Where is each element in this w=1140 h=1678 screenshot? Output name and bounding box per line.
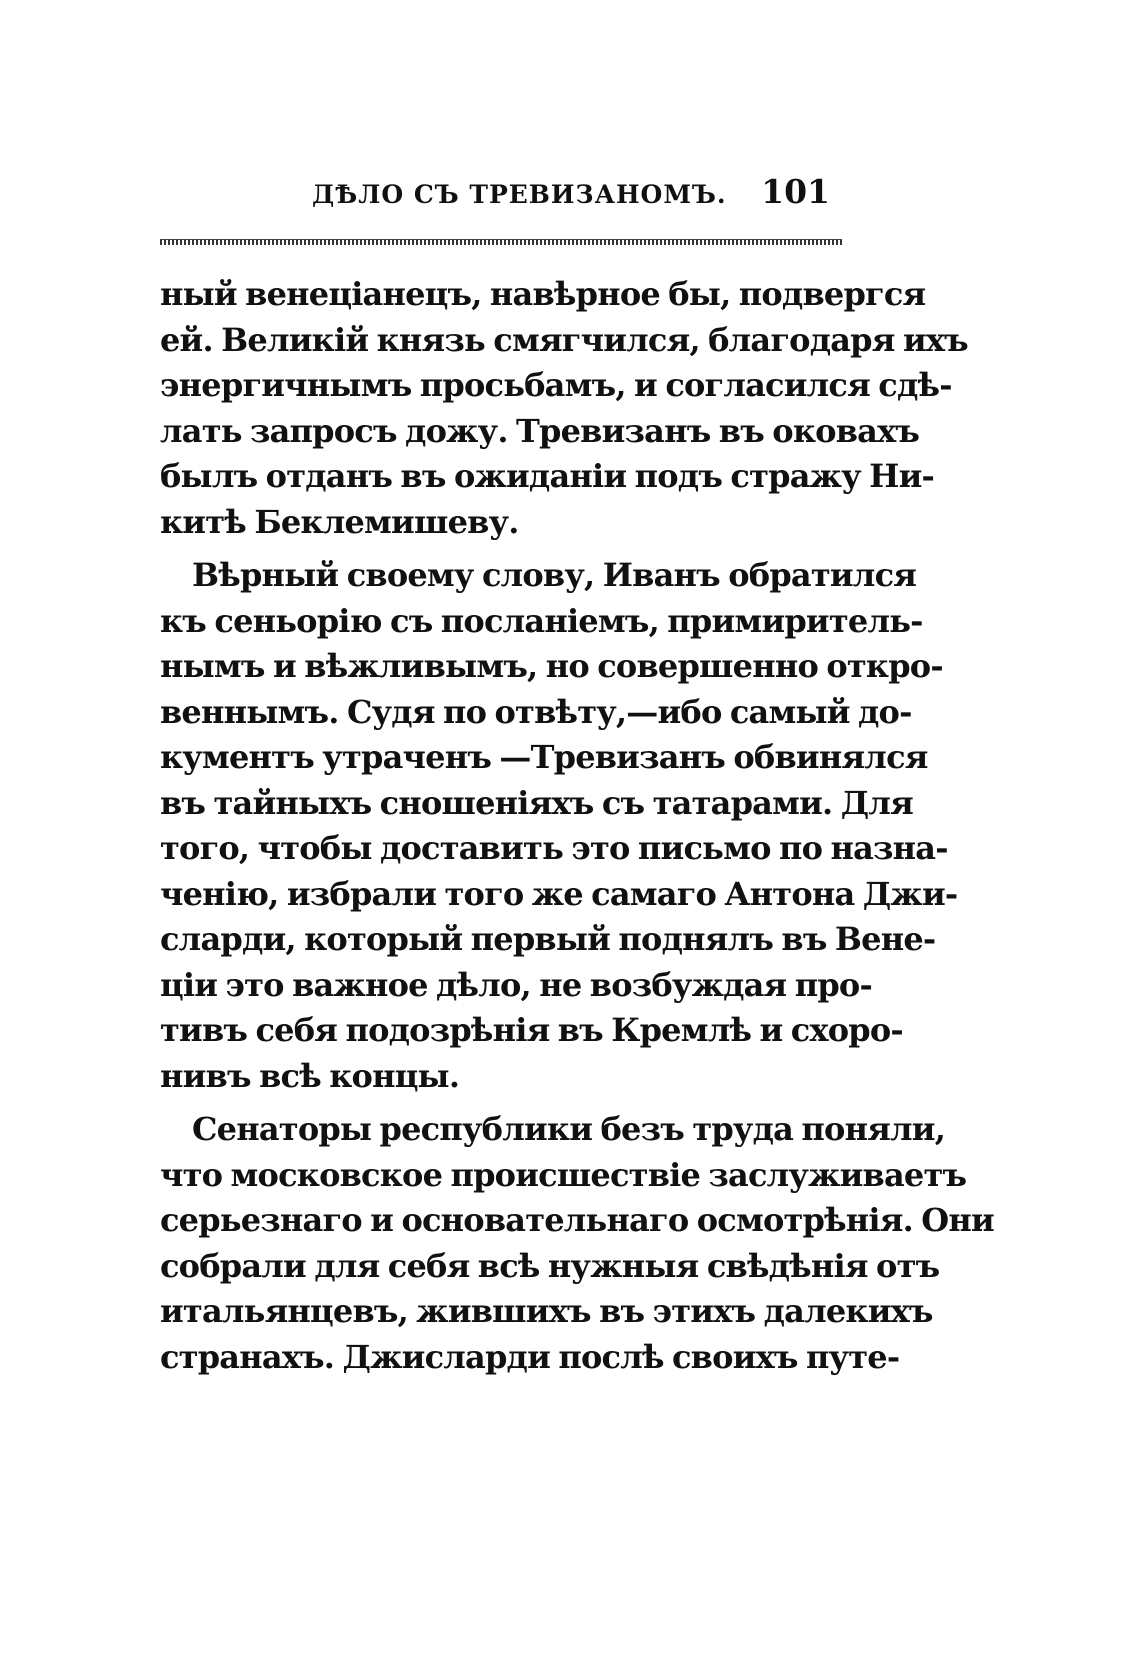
text-line: ный венеціанецъ, навѣрное бы, подвергся <box>160 275 926 313</box>
text-line: кументъ утраченъ —Тревизанъ обвинялся <box>160 738 928 776</box>
text-line: нымъ и вѣжливымъ, но совершенно откро- <box>160 647 943 685</box>
text-line: къ сеньорію съ посланіемъ, примиритель- <box>160 601 923 640</box>
text-line: серьезнаго и основательнаго осмотрѣнія. Они <box>160 1201 994 1239</box>
text-line: Вѣрный своему слову, Иванъ обратился <box>192 556 917 594</box>
text-line: былъ отданъ въ ожиданіи подъ стражу Ни- <box>160 457 935 495</box>
text-line: ей. Великій князь смягчился, благодаря ихъ <box>160 320 968 359</box>
page-number: 101 <box>761 172 830 211</box>
text-line: Сенаторы республики безъ труда поняли, <box>192 1110 946 1148</box>
running-header <box>160 172 842 220</box>
paragraph <box>160 272 968 545</box>
paragraph-gap <box>160 545 842 553</box>
text-line: собрали для себя всѣ нужныя свѣдѣнія отъ <box>160 1246 940 1285</box>
header-rule <box>160 239 842 245</box>
text-line: сларди, который первый поднялъ въ Вене- <box>160 920 936 958</box>
running-title: ДѢЛО СЪ ТРЕВИЗАНОМЪ. <box>312 180 727 209</box>
text-line: лать запросъ дожу. Тревизанъ въ оковахъ <box>160 411 920 450</box>
text-line: итальянцевъ, жившихъ въ этихъ далекихъ <box>160 1292 933 1330</box>
text-line: тивъ себя подозрѣнія въ Кремлѣ и схоро- <box>160 1011 903 1049</box>
text-line: китѣ Беклемишеву. <box>160 502 519 541</box>
text-line: того, чтобы доставить это письмо по назна- <box>160 829 948 867</box>
body-text <box>160 272 994 1380</box>
text-line: веннымъ. Судя по отвѣту,—ибо самый до- <box>160 692 912 731</box>
paragraph-gap <box>160 1099 842 1107</box>
text-line: въ тайныхъ сношеніяхъ съ татарами. Для <box>160 783 913 822</box>
text-line: ціи это важное дѣло, не возбуждая про- <box>160 965 872 1004</box>
text-line: ченію, избрали того же самаго Антона Джи- <box>160 874 958 913</box>
paragraph <box>160 553 958 1099</box>
paragraph <box>160 1107 994 1380</box>
text-line: странахъ. Джисларди послѣ своихъ путе- <box>160 1337 900 1376</box>
text-line: что московское происшествіе заслуживаетъ <box>160 1155 967 1194</box>
text-line: нивъ всѣ концы. <box>160 1056 460 1095</box>
text-line: энергичнымъ просьбамъ, и согласился сдѣ- <box>160 366 952 404</box>
